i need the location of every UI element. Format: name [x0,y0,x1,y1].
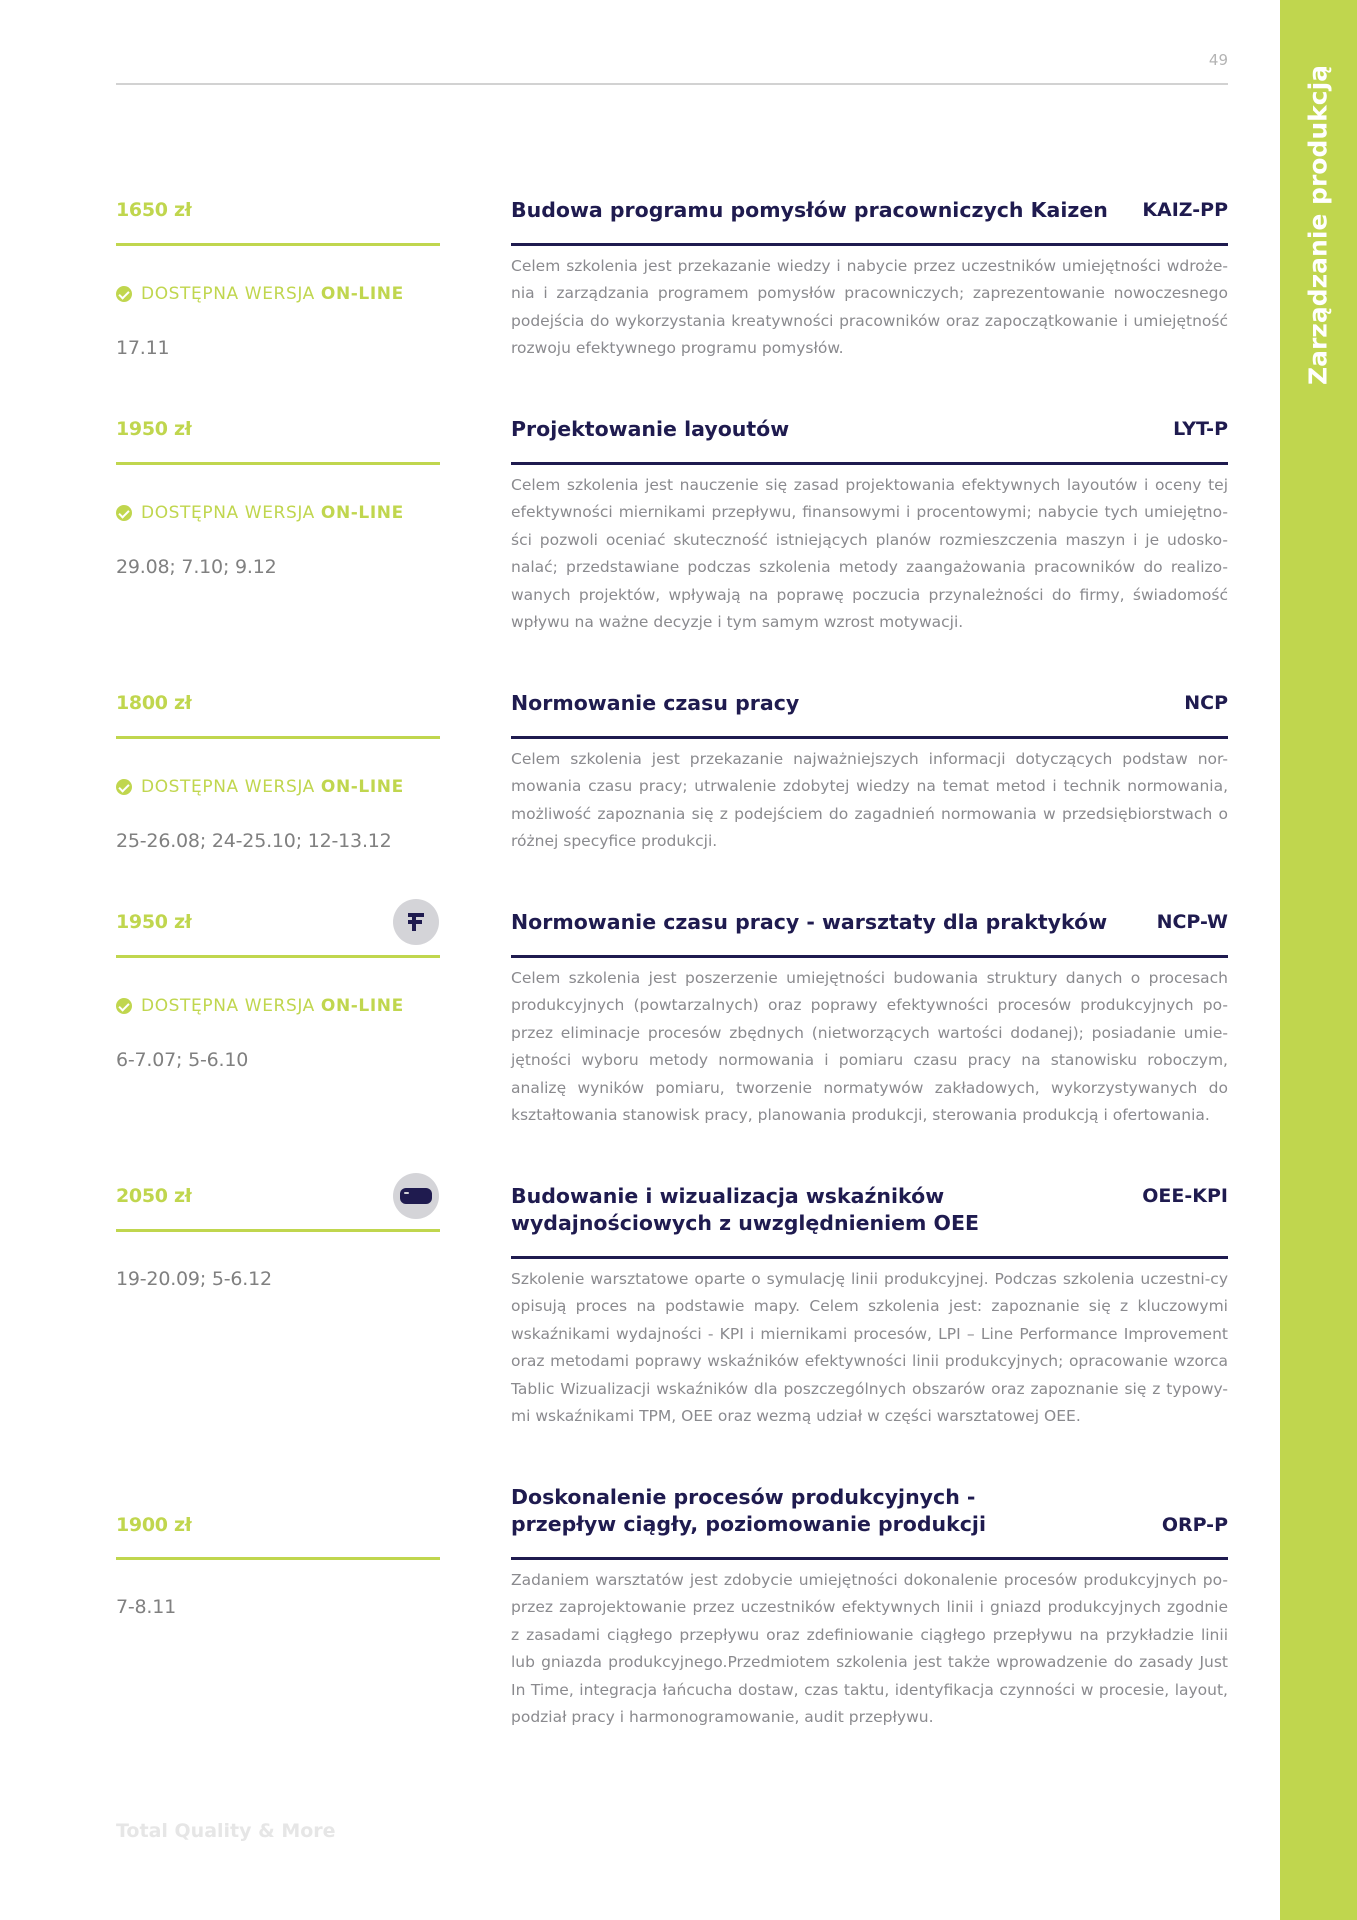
title-divider [511,955,1228,958]
header-divider [116,83,1228,85]
course-code: OEE-KPI [1142,1185,1228,1207]
course-dates: 6-7.07; 5-6.10 [116,1049,249,1071]
course-code: KAIZ-PP [1142,199,1228,221]
page-number: 49 [1208,51,1228,69]
online-availability [116,996,404,1016]
title-divider [511,1557,1228,1560]
title-divider [511,462,1228,465]
price-divider [116,462,440,465]
course-price: 2050 zł [116,1185,192,1207]
course-dates: 25-26.08; 24-25.10; 12-13.12 [116,830,392,852]
course-dates: 7-8.11 [116,1596,177,1618]
course-description: Szkolenie warsztatowe oparte o symulację linii produkcyjnej. Podczas szkolenia uczestni-cy opisują proces na podstawie mapy. Celem szkolenia jest: zapoznanie się z kluczowymi wskaźnikami wydajności - KPI i miernikami procesów, LPI – Line Performance Improvement oraz metodami poprawy wskaźników efektywności linii produkcyjnych; opracowanie wzorca Tablic Wizualizacji wskaźników dla poszczególnych obszarów oraz zapoznanie się z typowy-mi wskaźnikami TPM, OEE oraz wezmą udział w części warsztatowej OEE. [511,1270,1228,1426]
price-divider [116,1557,440,1560]
check-circle-icon [116,505,132,521]
check-circle-icon [116,779,132,795]
online-label-emphasis: ON-LINE [320,996,404,1016]
online-label: DOSTĘPNA WERSJA [141,777,315,797]
price-divider [116,955,440,958]
vr-headset-glyph [399,1186,433,1206]
course-description: Celem szkolenia jest poszerzenie umiejętności budowania struktury danych o procesach produkcyjnych (powtarzalnych) oraz poprawy efektywności procesów produkcyjnych po-przez eliminacje procesów zbędnych (nietworzących wartości dodanej); posiadanie umie-jętności wyboru metody normowania i pomiaru czasu pracy na stanowisku roboczym, analizę wyników pomiaru, tworzenie normatywów zakładowych, wykorzystywanych do kształtowania stanowisk pracy, planowania produkcji, sterowania produkcją i ofertowania. [511,969,1228,1125]
course-dates: 19-20.09; 5-6.12 [116,1268,272,1290]
check-circle-icon [116,998,132,1014]
vr-headset-icon [393,1173,439,1219]
price-divider [116,243,440,246]
course-code: LYT-P [1173,418,1228,440]
online-label: DOSTĘPNA WERSJA [141,284,315,304]
course-title: Normowanie czasu pracy [511,691,800,715]
course-code: ORP-P [1161,1514,1228,1536]
title-divider [511,1256,1228,1259]
course-description: Celem szkolenia jest nauczenie się zasad projektowania efektywnych layoutów i oceny tej efektywności miernikami przepływu, finansowymi i procentowymi; nabycie tych umiejętno-ści pozwoli oceniać skuteczność istniejących planów rozmieszczenia maszyn i je udosko-nalać; przedstawiane podczas szkolenia metody zaangażowania pracowników do realizo-wanych projektów, wpływają na poprawę poczucia przynależności do firmy, świadomość wpływu na ważne decyzje i tym samym wzrost motywacji. [511,476,1228,632]
course-price: 1800 zł [116,692,192,714]
course-description: Zadaniem warsztatów jest zdobycie umiejętności dokonalenie procesów produkcyjnych po-przez zaprojektowanie przez uczestników efektywnych linii i gniazd produkcyjnych zgodnie z zasadami ciągłego przepływu oraz zdefiniowanie ciągłego przepływu na przykładzie linii lub gniazda produkcyjnego.Przedmiotem szkolenia jest także wprowadzenie do zasady Just In Time, integracja łańcucha dostaw, czas taktu, identyfikacja czynności w procesie, layout, podział pracy i harmonogramowanie, audit przepływu. [511,1571,1228,1727]
course-price: 1950 zł [116,418,192,440]
course-title: Budowa programu pomysłów pracowniczych Kaizen [511,198,1108,222]
online-label-emphasis: ON-LINE [320,284,404,304]
online-availability [116,284,404,304]
footer-brand: Total Quality & More [116,1820,336,1842]
online-label-emphasis: ON-LINE [320,503,404,523]
course-description: Celem szkolenia jest przekazanie najważniejszych informacji dotyczących podstaw nor-mowania czasu pracy; utrwalenie zdobytej wiedzy na temat metod i technik normowania, możliwość zapoznania się z podejściem do zagadnień normowania w przedsiębiorstwach o różnej specyfice produkcji. [511,750,1228,851]
section-title: Zarządzanie produkcją [1303,64,1333,386]
course-code: NCP [1184,692,1228,714]
course-code: NCP-W [1156,911,1228,933]
title-divider [511,736,1228,739]
course-price: 1950 zł [116,911,192,933]
course-title: Budowanie i wizualizacja wskaźników wydajnościowych z uwzględnieniem OEE [511,1184,979,1235]
course-title: Projektowanie layoutów [511,417,790,441]
course-price: 1650 zł [116,199,192,221]
f-letter-icon [393,899,439,945]
online-availability [116,777,404,797]
check-circle-icon [116,286,132,302]
f-letter-glyph [403,909,429,935]
online-label-emphasis: ON-LINE [320,777,404,797]
online-availability [116,503,404,523]
title-divider [511,243,1228,246]
course-price: 1900 zł [116,1514,192,1536]
price-divider [116,736,440,739]
online-label: DOSTĘPNA WERSJA [141,996,315,1016]
online-label: DOSTĘPNA WERSJA [141,503,315,523]
course-description: Celem szkolenia jest przekazanie wiedzy i nabycie przez uczestników umiejętności wdroże-nia i zarządzania programem pomysłów pracowniczych; zaprezentowanie nowoczesnego podejścia do wykorzystania kreatywności pracowników oraz zapoczątkowanie i umiejętność rozwoju efektywnego programu pomysłów. [511,257,1228,358]
course-dates: 17.11 [116,337,170,359]
course-title: Normowanie czasu pracy - warsztaty dla praktyków [511,910,1108,934]
course-title: Doskonalenie procesów produkcyjnych - przepływ ciągły, poziomowanie produkcji [511,1485,986,1536]
course-dates: 29.08; 7.10; 9.12 [116,556,277,578]
price-divider [116,1229,440,1232]
